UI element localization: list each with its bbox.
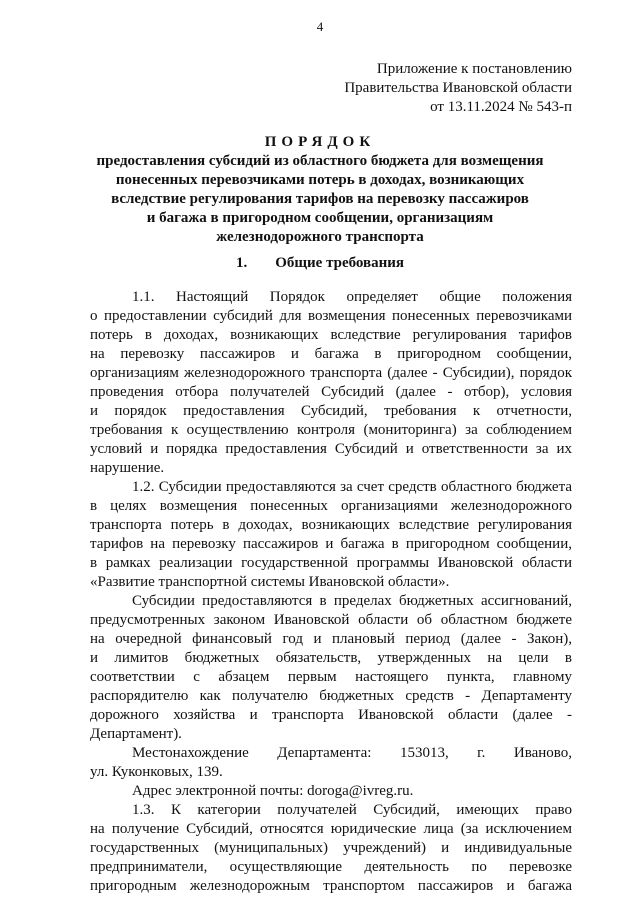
text-line: соответствии с абзацем первым настоящего пункта, главному [90, 669, 572, 685]
section-title: Общие требования [275, 255, 405, 271]
text-line: о предоставлении субсидий для возмещения понесенных перевозчиками [90, 308, 572, 324]
appendix-line: Приложение к постановлению [376, 61, 572, 77]
appendix-block [344, 60, 572, 117]
text-line: и порядок предоставления Субсидий, требования к отчетности, [90, 403, 572, 419]
text-line: на получение Субсидий, относятся юридические лица (за исключением [90, 821, 572, 837]
text-line: ул. Куконковых, 139. [90, 764, 223, 780]
text-line: Субсидии предоставляются в пределах бюджетных ассигнований, [132, 593, 572, 609]
text-line: на очередной финансовый год и плановый период (далее - Закон), [90, 631, 572, 647]
appendix-line: от 13.11.2024 № 543-п [430, 99, 572, 115]
text-line: Департамент). [90, 726, 182, 742]
text-line: Адрес электронной почты: doroga@ivreg.ru. [132, 783, 414, 799]
text-line: организациям железнодорожного транспорта (далее - Субсидии), порядок [90, 365, 572, 381]
text-line: условий и порядка предоставления Субсидий и ответственности за их [90, 441, 572, 457]
document-title: ПОРЯДОК [264, 134, 376, 150]
subtitle-line: вследствие регулирования тарифов на перевозку пассажиров [111, 191, 529, 207]
text-line: 1.2. Субсидии предоставляются за счет средств областного бюджета [132, 479, 572, 495]
subtitle-line: предоставления субсидий из областного бюджета для возмещения [96, 153, 544, 169]
appendix-line: Правительства Ивановской области [344, 80, 572, 96]
text-line: тарифов на перевозку пассажиров и багажа в пригородном сообщении, [90, 536, 572, 552]
text-line: предусмотренных законом Ивановской области об областном бюджете [90, 612, 572, 628]
subtitle-line: и багажа в пригородном сообщении, организациям [146, 210, 494, 226]
text-line: транспорта потерь в доходах, возникающих вследствие регулирования [90, 517, 572, 533]
text-line: 1.3. К категории получателей Субсидий, имеющих право [132, 802, 572, 818]
text-line: «Развитие транспортной системы Ивановской области». [90, 574, 450, 590]
body-text [90, 288, 572, 896]
text-line: Местонахождение Департамента: 153013, г. Иваново, [132, 745, 572, 761]
text-line: нарушение. [90, 460, 165, 476]
page-number: 4 [316, 19, 324, 34]
text-line: дорожного хозяйства и транспорта Ивановской области (далее - [90, 707, 572, 723]
text-line: потерь в доходах, возникающих вследствие регулирования тарифов [90, 327, 572, 343]
section-heading [0, 255, 640, 272]
subtitle-line: понесенных перевозчиками потерь в доходах, возникающих [115, 172, 525, 188]
subtitle-line: железнодорожного транспорта [216, 229, 424, 245]
text-line: предприниматели, осуществляющие деятельность по перевозке [90, 859, 572, 875]
document-subtitle [0, 152, 640, 247]
text-line: в целях возмещения понесенных организациями железнодорожного [90, 498, 572, 514]
text-line: и лимитов бюджетных обязательств, утвержденных на цели в [90, 650, 572, 666]
text-line: государственных (муниципальных) учреждений) и индивидуальные [90, 840, 572, 856]
text-line: проведения отбора получателей Субсидий (далее - отбор), условия [90, 384, 572, 400]
text-line: в рамках реализации государственной программы Ивановской области [90, 555, 572, 571]
section-number: 1. [235, 255, 248, 271]
text-line: 1.1. Настоящий Порядок определяет общие положения [132, 289, 572, 305]
text-line: требования к осуществлению контроля (мониторинга) за соблюдением [90, 422, 572, 438]
text-line: распорядителю как получателю бюджетных средств - Департаменту [90, 688, 572, 704]
text-line: пригородным железнодорожным транспортом пассажиров и багажа [90, 878, 572, 894]
text-line: на перевозку пассажиров и багажа в пригородном сообщении, [90, 346, 572, 362]
